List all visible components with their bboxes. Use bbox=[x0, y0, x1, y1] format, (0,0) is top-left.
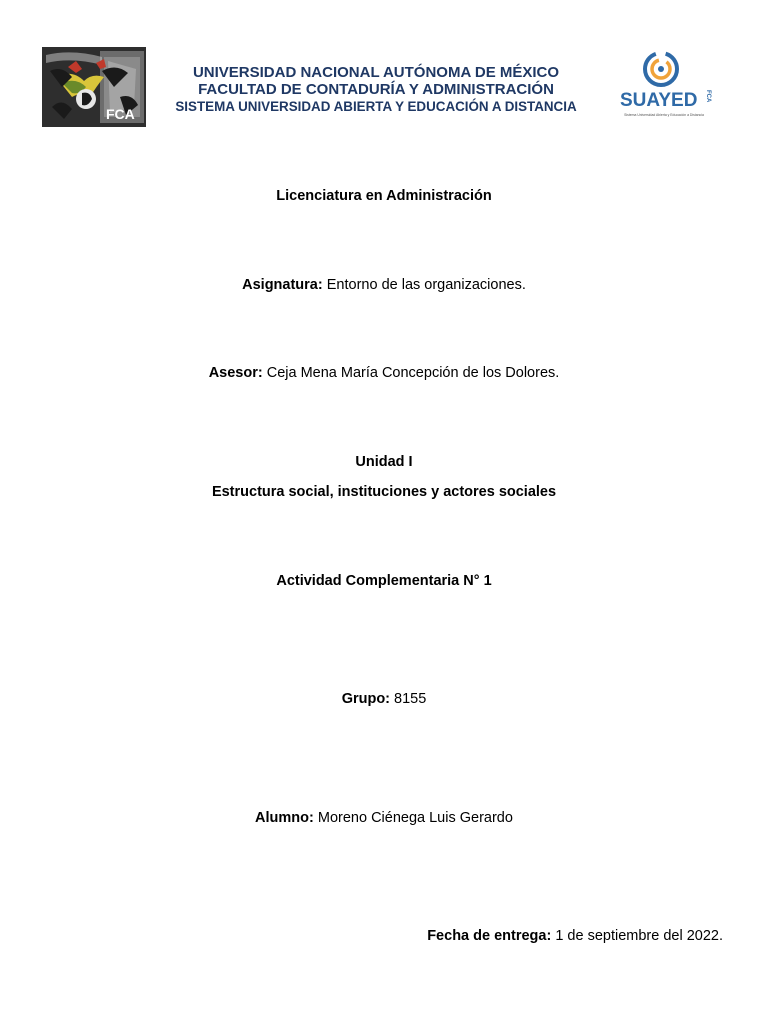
student-line bbox=[0, 809, 768, 827]
university-name: UNIVERSIDAD NACIONAL AUTÓNOMA DE MÉXICO bbox=[192, 64, 560, 81]
due-date-label: Fecha de entrega: bbox=[427, 928, 552, 944]
fca-crest-logo bbox=[42, 47, 146, 127]
unit-subtitle: Estructura social, instituciones y actores sociales bbox=[211, 484, 557, 500]
system-name: SISTEMA UNIVERSIDAD ABIERTA Y EDUCACIÓN A DISTANCIA bbox=[175, 99, 577, 114]
suayed-logo-text: SUAYED bbox=[620, 90, 698, 111]
activity-title: Actividad Complementaria N° 1 bbox=[276, 573, 492, 589]
due-date-line bbox=[427, 927, 723, 945]
institution-header bbox=[150, 64, 602, 115]
unit-title: Unidad I bbox=[355, 454, 413, 470]
advisor-value: Ceja Mena María Concepción de los Dolores. bbox=[266, 365, 560, 381]
advisor-line bbox=[0, 364, 768, 382]
fca-crest-icon bbox=[42, 47, 146, 127]
suayed-icon bbox=[612, 44, 722, 126]
degree-title: Licenciatura en Administración bbox=[276, 188, 492, 204]
suayed-logo-subtext: Sistema Universidad Abierta y Educación a Distancia bbox=[624, 113, 704, 117]
student-value: Moreno Ciénega Luis Gerardo bbox=[317, 810, 513, 826]
subject-value: Entorno de las organizaciones. bbox=[326, 277, 526, 293]
suayed-logo-side-text: FCA bbox=[705, 90, 711, 103]
faculty-name: FACULTAD DE CONTADURÍA Y ADMINISTRACIÓN bbox=[198, 81, 554, 98]
group-line bbox=[0, 690, 768, 708]
fca-logo-text: FCA bbox=[106, 106, 135, 122]
subject-line bbox=[0, 276, 768, 294]
advisor-label: Asesor: bbox=[208, 365, 263, 381]
student-label: Alumno: bbox=[255, 810, 314, 826]
subject-label: Asignatura: bbox=[242, 277, 323, 293]
suayed-logo bbox=[612, 44, 722, 126]
due-date-value: 1 de septiembre del 2022. bbox=[555, 928, 723, 944]
group-label: Grupo: bbox=[341, 691, 391, 707]
group-value: 8155 bbox=[394, 691, 427, 707]
